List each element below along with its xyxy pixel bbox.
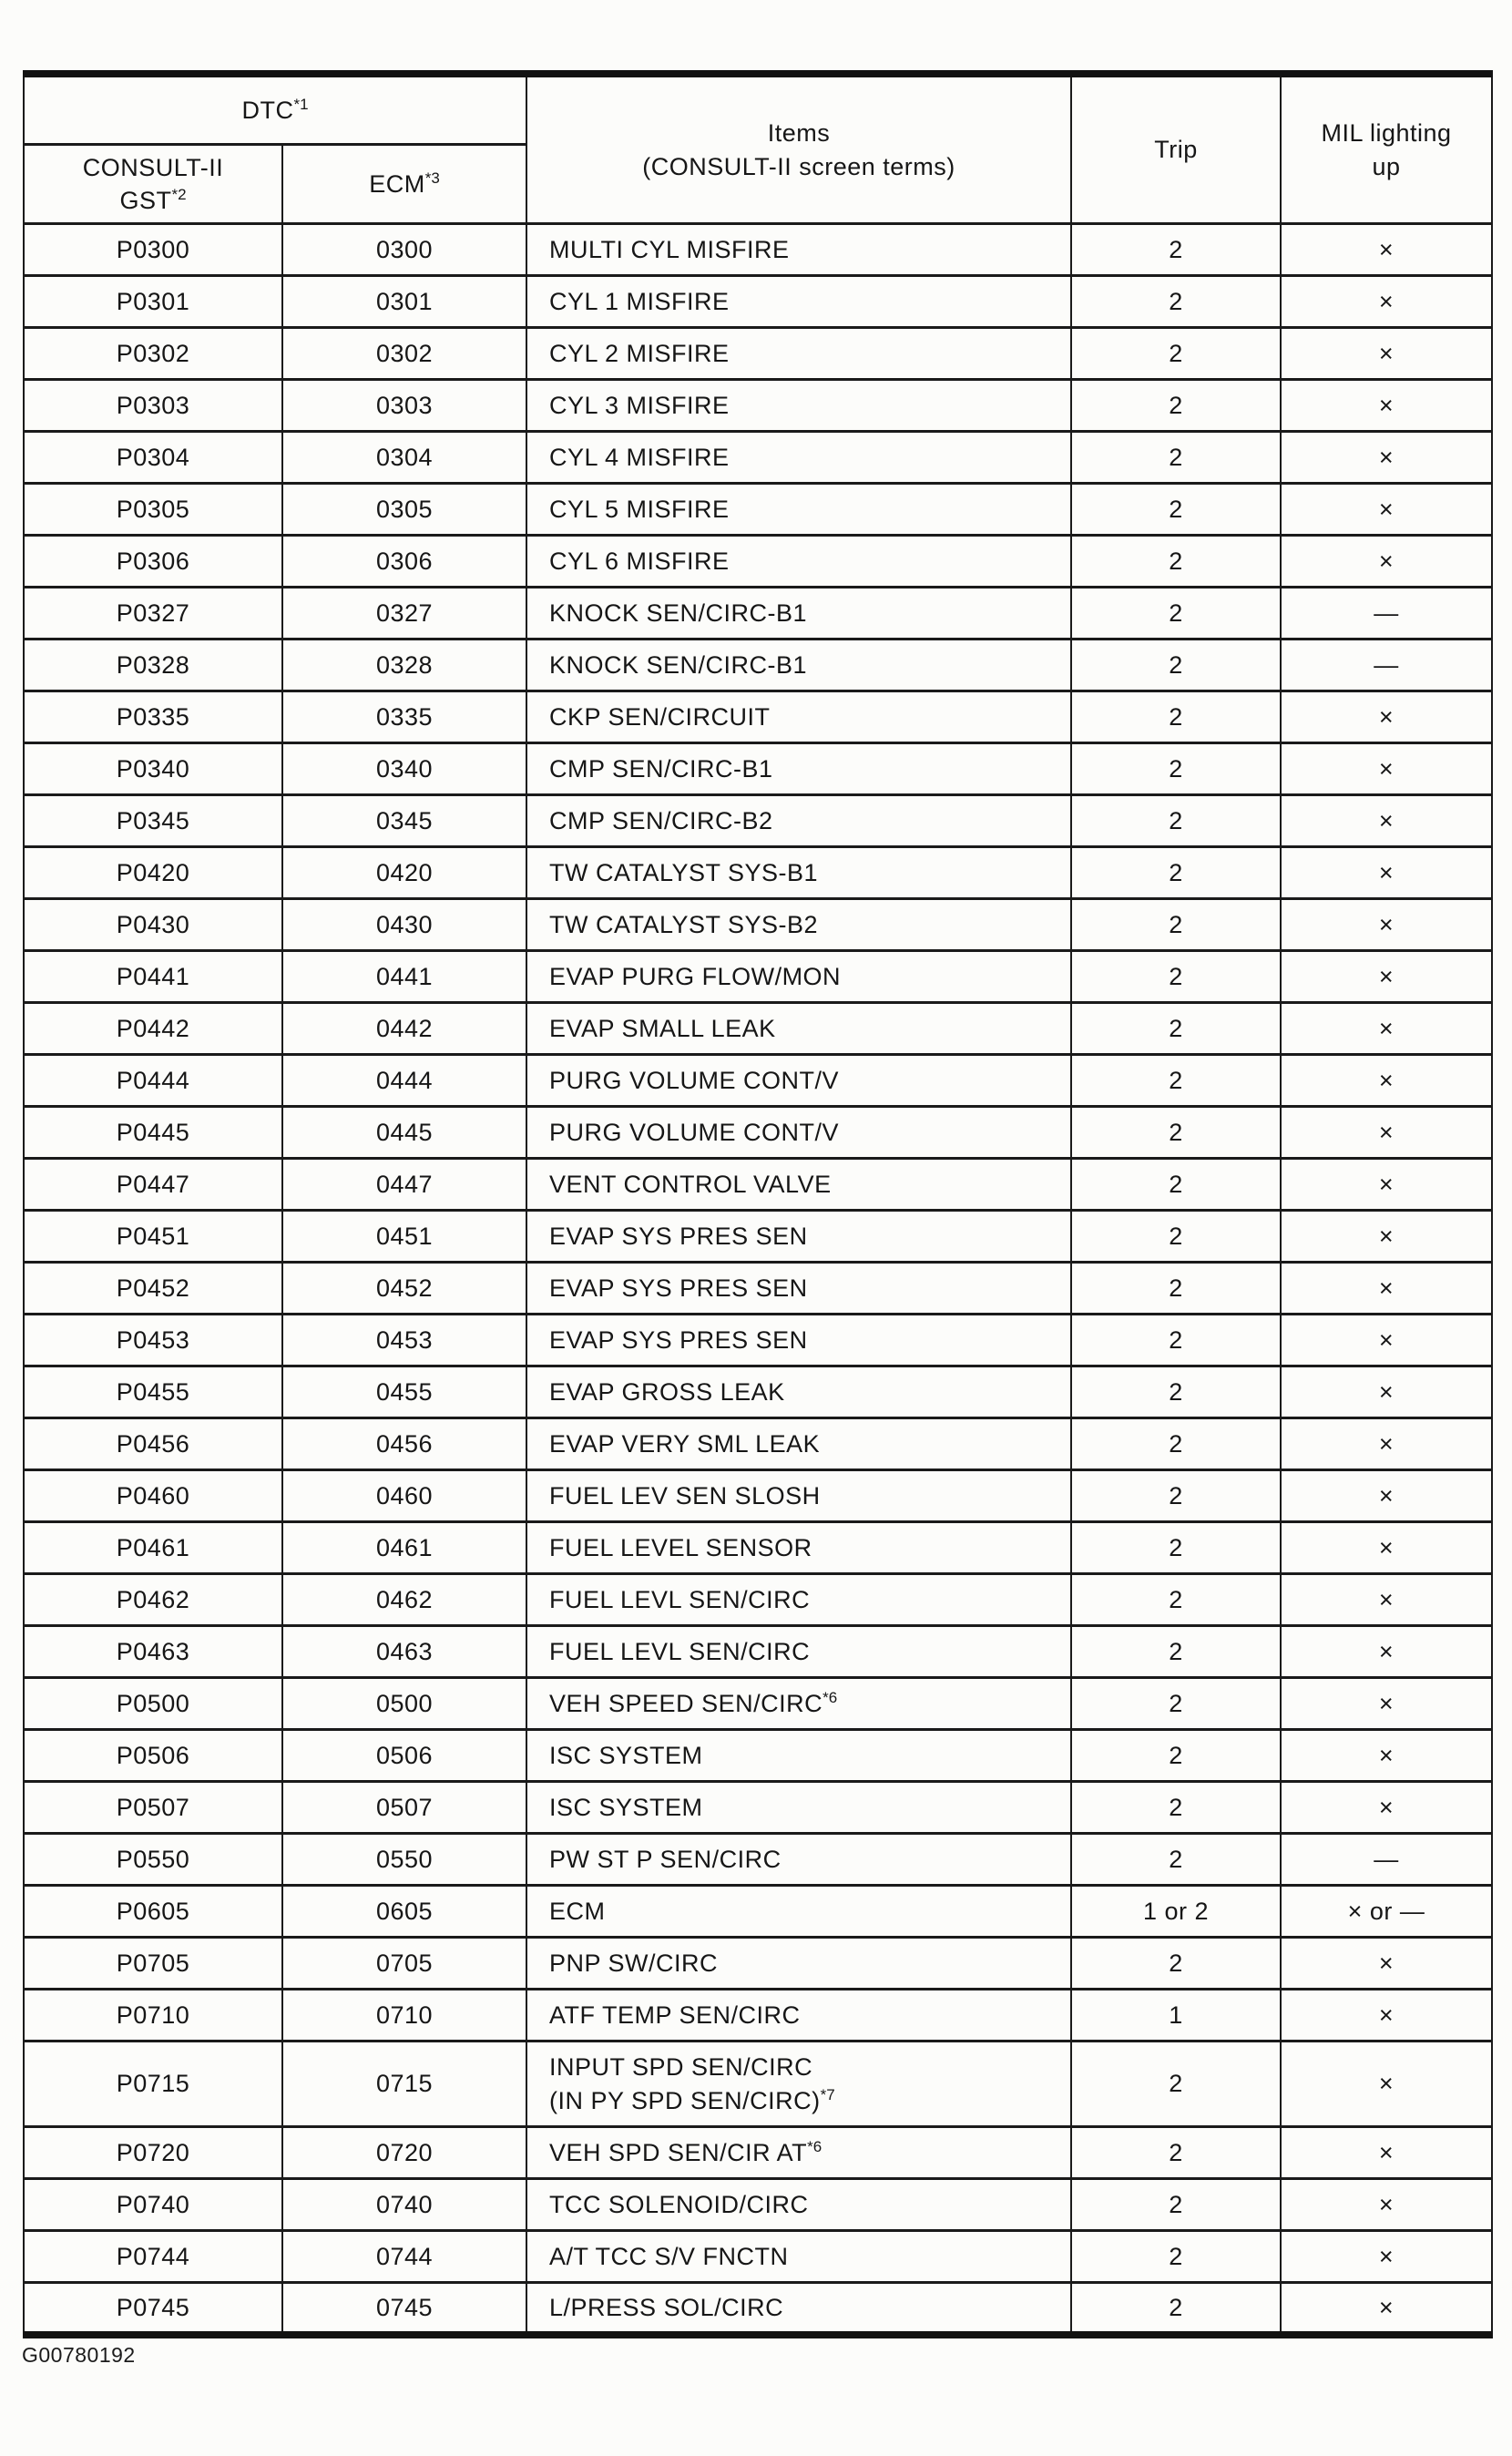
table-row xyxy=(24,1470,1492,1522)
dtc-consult-cell: P0345 xyxy=(24,795,282,847)
table-row xyxy=(24,1055,1492,1107)
trip-cell: 2 xyxy=(1071,1678,1281,1730)
mil-cell: × xyxy=(1281,1730,1492,1782)
dtc-consult-cell: P0744 xyxy=(24,2231,282,2283)
table-row xyxy=(24,432,1492,484)
dtc-consult-cell: P0500 xyxy=(24,1678,282,1730)
dtc-ecm-cell: 0605 xyxy=(282,1886,526,1938)
dtc-consult-cell: P0303 xyxy=(24,380,282,432)
dtc-consult-cell: P0445 xyxy=(24,1107,282,1159)
table-row xyxy=(24,1990,1492,2042)
trip-cell: 2 xyxy=(1071,536,1281,588)
dtc-consult-cell: P0302 xyxy=(24,328,282,380)
dtc-consult-cell: P0507 xyxy=(24,1782,282,1834)
mil-cell: × xyxy=(1281,847,1492,899)
dtc-consult-cell: P0605 xyxy=(24,1886,282,1938)
item-cell: CKP SEN/CIRCUIT xyxy=(526,691,1071,743)
table-row xyxy=(24,1263,1492,1315)
dtc-ecm-cell: 0507 xyxy=(282,1782,526,1834)
mil-cell: × xyxy=(1281,743,1492,795)
dtc-consult-cell: P0455 xyxy=(24,1366,282,1418)
table-row xyxy=(24,899,1492,951)
table-row xyxy=(24,847,1492,899)
dtc-consult-cell: P0420 xyxy=(24,847,282,899)
trip-cell: 2 xyxy=(1071,743,1281,795)
table-row xyxy=(24,224,1492,276)
dtc-ecm-cell: 0444 xyxy=(282,1055,526,1107)
item-cell: CMP SEN/CIRC-B2 xyxy=(526,795,1071,847)
mil-cell: × xyxy=(1281,1782,1492,1834)
mil-cell: × xyxy=(1281,1003,1492,1055)
table-row xyxy=(24,328,1492,380)
item-cell: PURG VOLUME CONT/V xyxy=(526,1055,1071,1107)
table-row xyxy=(24,1782,1492,1834)
mil-cell: — xyxy=(1281,588,1492,640)
mil-cell: × xyxy=(1281,1574,1492,1626)
item-cell: PURG VOLUME CONT/V xyxy=(526,1107,1071,1159)
table-body xyxy=(24,224,1492,2335)
table-row xyxy=(24,588,1492,640)
trip-cell: 2 xyxy=(1071,432,1281,484)
header-mil-line1: MIL lighting xyxy=(1321,119,1452,148)
table-row xyxy=(24,1366,1492,1418)
dtc-ecm-cell: 0420 xyxy=(282,847,526,899)
table-header xyxy=(24,74,1492,224)
mil-cell: × xyxy=(1281,899,1492,951)
mil-cell: × xyxy=(1281,2179,1492,2231)
trip-cell: 2 xyxy=(1071,276,1281,328)
mil-cell: × xyxy=(1281,1159,1492,1211)
item-cell: KNOCK SEN/CIRC-B1 xyxy=(526,640,1071,691)
table-row xyxy=(24,951,1492,1003)
item-cell: CMP SEN/CIRC-B1 xyxy=(526,743,1071,795)
item-cell: EVAP SYS PRES SEN xyxy=(526,1315,1071,1366)
dtc-consult-cell: P0456 xyxy=(24,1418,282,1470)
mil-cell: × xyxy=(1281,432,1492,484)
mil-cell: × or — xyxy=(1281,1886,1492,1938)
dtc-ecm-cell: 0715 xyxy=(282,2042,526,2127)
item-cell: INPUT SPD SEN/CIRC (IN PY SPD SEN/CIRC)$^{*7}$ xyxy=(526,2042,1071,2127)
header-consult-line2: GST$^{*2}$ xyxy=(119,186,187,214)
trip-cell: 2 xyxy=(1071,951,1281,1003)
item-cell: EVAP SMALL LEAK xyxy=(526,1003,1071,1055)
table-row xyxy=(24,1107,1492,1159)
item-cell: A/T TCC S/V FNCTN xyxy=(526,2231,1071,2283)
table-row xyxy=(24,691,1492,743)
dtc-consult-cell: P0461 xyxy=(24,1522,282,1574)
mil-cell: × xyxy=(1281,1522,1492,1574)
mil-cell: × xyxy=(1281,1055,1492,1107)
table-row xyxy=(24,1522,1492,1574)
item-cell: L/PRESS SOL/CIRC xyxy=(526,2283,1071,2335)
header-items-line2: (CONSULT-II screen terms) xyxy=(642,152,955,180)
dtc-consult-cell: P0327 xyxy=(24,588,282,640)
trip-cell: 2 xyxy=(1071,1522,1281,1574)
dtc-consult-cell: P0740 xyxy=(24,2179,282,2231)
header-dtc xyxy=(24,74,526,145)
dtc-consult-cell: P0305 xyxy=(24,484,282,536)
header-ecm xyxy=(282,145,526,224)
header-ecm-label: ECM xyxy=(369,169,425,198)
table-row xyxy=(24,1730,1492,1782)
mil-cell: × xyxy=(1281,536,1492,588)
dtc-ecm-cell: 0345 xyxy=(282,795,526,847)
mil-cell: × xyxy=(1281,224,1492,276)
table-row xyxy=(24,536,1492,588)
trip-cell: 2 xyxy=(1071,328,1281,380)
mil-cell: × xyxy=(1281,1211,1492,1263)
trip-cell: 2 xyxy=(1071,640,1281,691)
table-row xyxy=(24,1886,1492,1938)
table-row xyxy=(24,1678,1492,1730)
table-row xyxy=(24,276,1492,328)
trip-cell: 2 xyxy=(1071,380,1281,432)
dtc-consult-cell: P0720 xyxy=(24,2127,282,2179)
header-mil-line2: up xyxy=(1372,152,1401,180)
dtc-consult-cell: P0444 xyxy=(24,1055,282,1107)
dtc-ecm-cell: 0447 xyxy=(282,1159,526,1211)
mil-cell: × xyxy=(1281,1107,1492,1159)
mil-cell: × xyxy=(1281,484,1492,536)
trip-cell: 1 xyxy=(1071,1990,1281,2042)
mil-cell: × xyxy=(1281,951,1492,1003)
item-cell: CYL 6 MISFIRE xyxy=(526,536,1071,588)
header-items xyxy=(526,74,1071,224)
dtc-ecm-cell: 0745 xyxy=(282,2283,526,2335)
trip-cell: 2 xyxy=(1071,1782,1281,1834)
dtc-ecm-cell: 0744 xyxy=(282,2231,526,2283)
trip-cell: 2 xyxy=(1071,2127,1281,2179)
trip-cell: 2 xyxy=(1071,1107,1281,1159)
dtc-consult-cell: P0715 xyxy=(24,2042,282,2127)
dtc-ecm-cell: 0740 xyxy=(282,2179,526,2231)
dtc-consult-cell: P0301 xyxy=(24,276,282,328)
trip-cell: 2 xyxy=(1071,2042,1281,2127)
item-cell: FUEL LEVL SEN/CIRC xyxy=(526,1626,1071,1678)
item-cell: PW ST P SEN/CIRC xyxy=(526,1834,1071,1886)
table-row xyxy=(24,795,1492,847)
mil-cell: × xyxy=(1281,2042,1492,2127)
item-cell: CYL 5 MISFIRE xyxy=(526,484,1071,536)
dtc-ecm-cell: 0305 xyxy=(282,484,526,536)
trip-cell: 2 xyxy=(1071,484,1281,536)
dtc-ecm-cell: 0462 xyxy=(282,1574,526,1626)
header-dtc-label: DTC xyxy=(241,96,294,124)
header-mil xyxy=(1281,74,1492,224)
mil-cell: × xyxy=(1281,1366,1492,1418)
item-cell: ECM xyxy=(526,1886,1071,1938)
item-cell: CYL 3 MISFIRE xyxy=(526,380,1071,432)
table-row xyxy=(24,1003,1492,1055)
figure-code: G00780192 xyxy=(22,2343,136,2367)
trip-cell: 2 xyxy=(1071,1159,1281,1211)
table-row xyxy=(24,1418,1492,1470)
dtc-ecm-cell: 0720 xyxy=(282,2127,526,2179)
table-row xyxy=(24,1574,1492,1626)
dtc-ecm-cell: 0302 xyxy=(282,328,526,380)
dtc-consult-cell: P0462 xyxy=(24,1574,282,1626)
table-row xyxy=(24,1938,1492,1990)
item-cell: TW CATALYST SYS-B2 xyxy=(526,899,1071,951)
dtc-consult-cell: P0463 xyxy=(24,1626,282,1678)
mil-cell: × xyxy=(1281,1678,1492,1730)
table-row xyxy=(24,2179,1492,2231)
dtc-consult-cell: P0453 xyxy=(24,1315,282,1366)
trip-cell: 2 xyxy=(1071,2283,1281,2335)
trip-cell: 2 xyxy=(1071,1938,1281,1990)
trip-cell: 2 xyxy=(1071,1470,1281,1522)
dtc-ecm-cell: 0300 xyxy=(282,224,526,276)
dtc-ecm-cell: 0451 xyxy=(282,1211,526,1263)
trip-cell: 2 xyxy=(1071,1003,1281,1055)
dtc-consult-cell: P0430 xyxy=(24,899,282,951)
dtc-ecm-cell: 0304 xyxy=(282,432,526,484)
mil-cell: × xyxy=(1281,1626,1492,1678)
dtc-ecm-cell: 0327 xyxy=(282,588,526,640)
mil-cell: × xyxy=(1281,795,1492,847)
trip-cell: 1 or 2 xyxy=(1071,1886,1281,1938)
trip-cell: 2 xyxy=(1071,1315,1281,1366)
item-cell: TCC SOLENOID/CIRC xyxy=(526,2179,1071,2231)
dtc-ecm-cell: 0303 xyxy=(282,380,526,432)
item-cell: VEH SPEED SEN/CIRC$^{*6}$ xyxy=(526,1678,1071,1730)
mil-cell: × xyxy=(1281,2127,1492,2179)
mil-cell: × xyxy=(1281,380,1492,432)
dtc-consult-cell: P0328 xyxy=(24,640,282,691)
dtc-consult-cell: P0550 xyxy=(24,1834,282,1886)
item-cell: MULTI CYL MISFIRE xyxy=(526,224,1071,276)
header-ecm-footnote: *3 xyxy=(424,169,440,187)
dtc-ecm-cell: 0500 xyxy=(282,1678,526,1730)
item-cell: VENT CONTROL VALVE xyxy=(526,1159,1071,1211)
dtc-ecm-cell: 0710 xyxy=(282,1990,526,2042)
table-row xyxy=(24,1315,1492,1366)
dtc-ecm-cell: 0452 xyxy=(282,1263,526,1315)
trip-cell: 2 xyxy=(1071,1055,1281,1107)
header-consult-line1: CONSULT-II xyxy=(82,153,224,181)
item-cell: ISC SYSTEM xyxy=(526,1782,1071,1834)
table-row xyxy=(24,2231,1492,2283)
trip-cell: 2 xyxy=(1071,795,1281,847)
dtc-ecm-cell: 0506 xyxy=(282,1730,526,1782)
dtc-consult-cell: P0442 xyxy=(24,1003,282,1055)
dtc-ecm-cell: 0445 xyxy=(282,1107,526,1159)
item-cell: TW CATALYST SYS-B1 xyxy=(526,847,1071,899)
dtc-ecm-cell: 0461 xyxy=(282,1522,526,1574)
trip-cell: 2 xyxy=(1071,1730,1281,1782)
trip-cell: 2 xyxy=(1071,2179,1281,2231)
dtc-ecm-cell: 0301 xyxy=(282,276,526,328)
dtc-ecm-cell: 0550 xyxy=(282,1834,526,1886)
dtc-consult-cell: P0340 xyxy=(24,743,282,795)
dtc-consult-cell: P0452 xyxy=(24,1263,282,1315)
table-row xyxy=(24,640,1492,691)
table-row xyxy=(24,2283,1492,2335)
header-items-line1: Items xyxy=(767,119,831,148)
dtc-ecm-cell: 0441 xyxy=(282,951,526,1003)
item-cell: ISC SYSTEM xyxy=(526,1730,1071,1782)
item-cell: FUEL LEVL SEN/CIRC xyxy=(526,1574,1071,1626)
dtc-consult-cell: P0460 xyxy=(24,1470,282,1522)
trip-cell: 2 xyxy=(1071,2231,1281,2283)
dtc-ecm-cell: 0430 xyxy=(282,899,526,951)
dtc-ecm-cell: 0306 xyxy=(282,536,526,588)
trip-cell: 2 xyxy=(1071,1574,1281,1626)
item-cell: EVAP VERY SML LEAK xyxy=(526,1418,1071,1470)
item-cell: CYL 1 MISFIRE xyxy=(526,276,1071,328)
table-row xyxy=(24,743,1492,795)
mil-cell: × xyxy=(1281,2283,1492,2335)
dtc-consult-cell: P0705 xyxy=(24,1938,282,1990)
mil-cell: × xyxy=(1281,1263,1492,1315)
table-row xyxy=(24,484,1492,536)
mil-cell: × xyxy=(1281,691,1492,743)
trip-cell: 2 xyxy=(1071,588,1281,640)
mil-cell: × xyxy=(1281,1990,1492,2042)
trip-cell: 2 xyxy=(1071,1834,1281,1886)
dtc-ecm-cell: 0335 xyxy=(282,691,526,743)
dtc-ecm-cell: 0460 xyxy=(282,1470,526,1522)
item-cell: EVAP SYS PRES SEN xyxy=(526,1211,1071,1263)
dtc-ecm-cell: 0456 xyxy=(282,1418,526,1470)
item-cell: VEH SPD SEN/CIR AT$^{*6}$ xyxy=(526,2127,1071,2179)
table-row xyxy=(24,2127,1492,2179)
dtc-consult-cell: P0306 xyxy=(24,536,282,588)
item-cell: CYL 2 MISFIRE xyxy=(526,328,1071,380)
dtc-table xyxy=(23,70,1493,2338)
mil-cell: × xyxy=(1281,328,1492,380)
mil-cell: × xyxy=(1281,2231,1492,2283)
dtc-consult-cell: P0745 xyxy=(24,2283,282,2335)
item-cell: ATF TEMP SEN/CIRC xyxy=(526,1990,1071,2042)
item-cell: FUEL LEV SEN SLOSH xyxy=(526,1470,1071,1522)
trip-cell: 2 xyxy=(1071,899,1281,951)
dtc-ecm-cell: 0453 xyxy=(282,1315,526,1366)
item-cell: KNOCK SEN/CIRC-B1 xyxy=(526,588,1071,640)
mil-cell: × xyxy=(1281,1938,1492,1990)
dtc-consult-cell: P0335 xyxy=(24,691,282,743)
trip-cell: 2 xyxy=(1071,1418,1281,1470)
table-row xyxy=(24,2042,1492,2127)
mil-cell: × xyxy=(1281,1470,1492,1522)
trip-cell: 2 xyxy=(1071,1263,1281,1315)
dtc-ecm-cell: 0455 xyxy=(282,1366,526,1418)
trip-cell: 2 xyxy=(1071,1366,1281,1418)
dtc-consult-cell: P0506 xyxy=(24,1730,282,1782)
trip-cell: 2 xyxy=(1071,224,1281,276)
dtc-consult-cell: P0710 xyxy=(24,1990,282,2042)
dtc-ecm-cell: 0705 xyxy=(282,1938,526,1990)
header-consult xyxy=(24,145,282,224)
mil-cell: — xyxy=(1281,1834,1492,1886)
dtc-ecm-cell: 0328 xyxy=(282,640,526,691)
item-cell: FUEL LEVEL SENSOR xyxy=(526,1522,1071,1574)
item-cell: EVAP SYS PRES SEN xyxy=(526,1263,1071,1315)
trip-cell: 2 xyxy=(1071,691,1281,743)
dtc-ecm-cell: 0340 xyxy=(282,743,526,795)
table-row xyxy=(24,1834,1492,1886)
header-consult-footnote: *2 xyxy=(171,186,187,203)
trip-cell: 2 xyxy=(1071,1626,1281,1678)
dtc-consult-cell: P0441 xyxy=(24,951,282,1003)
table-row xyxy=(24,1626,1492,1678)
dtc-consult-cell: P0451 xyxy=(24,1211,282,1263)
trip-cell: 2 xyxy=(1071,1211,1281,1263)
item-cell: EVAP GROSS LEAK xyxy=(526,1366,1071,1418)
dtc-ecm-cell: 0442 xyxy=(282,1003,526,1055)
header-trip xyxy=(1071,74,1281,224)
header-trip-label: Trip xyxy=(1154,136,1198,164)
dtc-consult-cell: P0300 xyxy=(24,224,282,276)
table-row xyxy=(24,380,1492,432)
header-dtc-footnote: *1 xyxy=(293,95,309,113)
trip-cell: 2 xyxy=(1071,847,1281,899)
mil-cell: — xyxy=(1281,640,1492,691)
item-cell: EVAP PURG FLOW/MON xyxy=(526,951,1071,1003)
mil-cell: × xyxy=(1281,276,1492,328)
mil-cell: × xyxy=(1281,1315,1492,1366)
dtc-consult-cell: P0304 xyxy=(24,432,282,484)
dtc-ecm-cell: 0463 xyxy=(282,1626,526,1678)
table-row xyxy=(24,1211,1492,1263)
item-cell: CYL 4 MISFIRE xyxy=(526,432,1071,484)
item-cell: PNP SW/CIRC xyxy=(526,1938,1071,1990)
dtc-consult-cell: P0447 xyxy=(24,1159,282,1211)
table-row xyxy=(24,1159,1492,1211)
mil-cell: × xyxy=(1281,1418,1492,1470)
